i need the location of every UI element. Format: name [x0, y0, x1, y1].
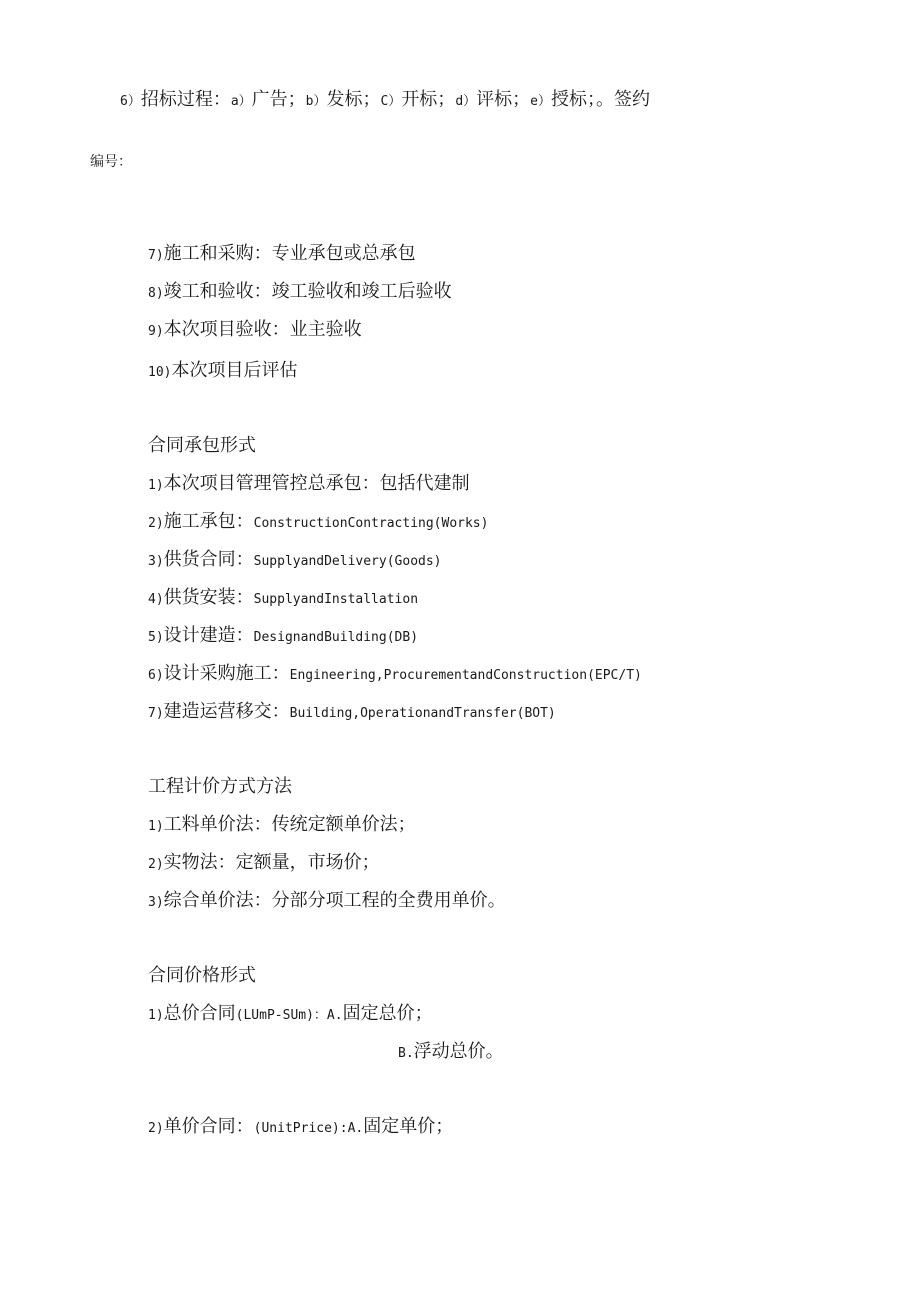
item-english: Building,OperationandTransfer(BOT) — [289, 706, 556, 721]
section-heading: 合同价格形式 — [148, 965, 256, 986]
item-english: B. — [398, 1046, 414, 1061]
item-number: a） — [230, 94, 252, 109]
item-text: 招标过程： — [140, 89, 231, 110]
item-english: DesignandBuilding(DB) — [253, 630, 419, 645]
section-heading: 工程计价方式方法 — [148, 776, 292, 797]
list-item — [148, 283, 452, 301]
bidding-process-line — [120, 91, 650, 109]
item-text: 开标； — [401, 89, 456, 110]
item-english: Engineering,ProcurementandConstruction(EPC/T) — [289, 668, 642, 683]
item-number: 7) — [148, 248, 164, 263]
item-number: d） — [455, 94, 477, 109]
item-number: 1) — [148, 1008, 164, 1023]
item-number: 6) — [148, 668, 164, 683]
item-text: 固定单价； — [363, 1116, 454, 1137]
item-number: 10) — [148, 365, 172, 380]
list-item — [148, 475, 470, 493]
item-number: 6） — [120, 94, 141, 109]
item-number: b） — [305, 94, 327, 109]
list-item — [148, 627, 418, 645]
list-item — [148, 1005, 433, 1023]
section-heading: 合同承包形式 — [148, 435, 256, 456]
number-label: 编号： — [90, 154, 132, 170]
item-text: 总价合同 — [163, 1003, 236, 1024]
item-text: 建造运营移交： — [163, 701, 290, 722]
list-item — [148, 589, 418, 607]
item-english: SupplyandDelivery(Goods) — [253, 554, 442, 569]
list-item — [148, 513, 488, 531]
item-text: 单价合同： — [163, 1116, 254, 1137]
item-text: 评标； — [476, 89, 531, 110]
item-text: 竣工和验收：竣工验收和竣工后验收 — [163, 281, 452, 302]
item-text: 广告； — [251, 89, 306, 110]
item-text: 本次项目验收：业主验收 — [163, 319, 362, 340]
item-english: SupplyandInstallation — [253, 592, 419, 607]
item-text: 工料单价法：传统定额单价法； — [163, 814, 416, 835]
item-number: 8) — [148, 286, 164, 301]
list-item — [148, 892, 506, 910]
item-number: 9) — [148, 324, 164, 339]
item-number: 1) — [148, 478, 164, 493]
list-item — [148, 665, 642, 683]
list-item — [148, 1118, 453, 1136]
list-item — [148, 245, 416, 263]
item-text: 授标； — [550, 89, 596, 110]
item-number: 2) — [148, 516, 164, 531]
item-text: 本次项目管理管控总承包：包括代建制 — [163, 473, 470, 494]
item-number: 1) — [148, 819, 164, 834]
item-text: 设计建造： — [163, 625, 254, 646]
item-number: 7) — [148, 706, 164, 721]
item-text: 。签约 — [595, 89, 650, 110]
item-english: (LUmP-SUm)：A. — [235, 1008, 343, 1023]
list-item — [148, 321, 362, 339]
item-text: 固定总价； — [342, 1003, 433, 1024]
item-english: (UnitPrice):A. — [253, 1121, 364, 1136]
item-english: ConstructionContracting(Works) — [253, 516, 489, 531]
list-item — [148, 703, 556, 721]
item-text: 设计采购施工： — [163, 663, 290, 684]
item-number: C） — [380, 94, 402, 109]
item-number: 2) — [148, 1121, 164, 1136]
item-text: 供货安装： — [163, 587, 254, 608]
item-number: 3) — [148, 554, 164, 569]
list-item — [148, 551, 442, 569]
item-number: 3) — [148, 895, 164, 910]
list-item — [398, 1043, 504, 1061]
item-text: 供货合同： — [163, 549, 254, 570]
item-text: 发标； — [326, 89, 381, 110]
item-number: 5) — [148, 630, 164, 645]
item-text: 综合单价法：分部分项工程的全费用单价。 — [163, 890, 506, 911]
item-text: 浮动总价。 — [413, 1041, 504, 1062]
list-item — [148, 362, 297, 380]
item-number: 4) — [148, 592, 164, 607]
item-text: 实物法：定额量，市场价； — [163, 852, 380, 873]
item-text: 施工承包： — [163, 511, 254, 532]
item-number: 2) — [148, 857, 164, 872]
list-item — [148, 816, 416, 834]
item-text: 施工和采购：专业承包或总承包 — [163, 243, 416, 264]
list-item — [148, 854, 380, 872]
item-text: 本次项目后评估 — [171, 360, 298, 381]
item-number: e） — [530, 94, 551, 109]
